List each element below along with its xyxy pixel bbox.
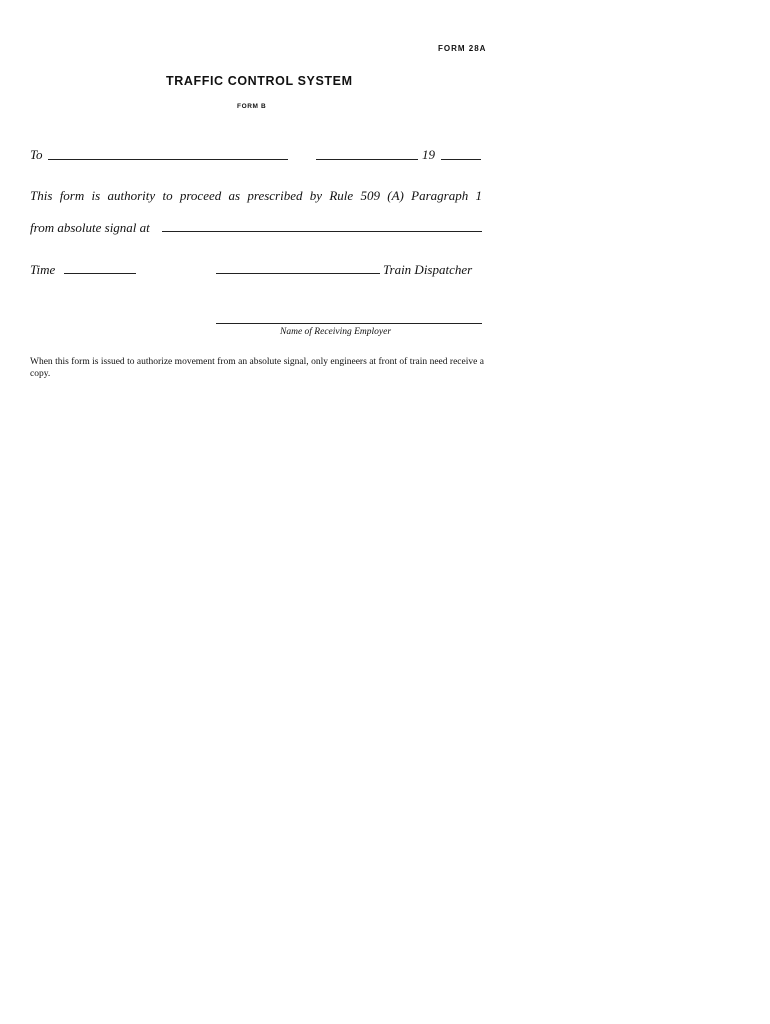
form-title: TRAFFIC CONTROL SYSTEM — [166, 74, 353, 88]
dispatcher-blank[interactable] — [216, 273, 380, 274]
authority-statement: This form is authority to proceed as prescribed by Rule 509 (A) Paragraph 1 — [30, 188, 482, 203]
form-subtitle: FORM B — [237, 103, 267, 110]
receiver-blank[interactable] — [216, 323, 482, 324]
date-blank[interactable] — [316, 159, 418, 160]
from-signal-label: from absolute signal at — [30, 220, 150, 235]
to-label: To — [30, 147, 43, 162]
time-label: Time — [30, 262, 56, 277]
signal-location-blank[interactable] — [162, 231, 482, 232]
footer-note: When this form is issued to authorize movement from an absolute signal, only engineers at front of train need receive a copy. — [30, 357, 484, 379]
year-prefix: 19 — [422, 147, 435, 162]
dispatcher-label: Train Dispatcher — [383, 262, 473, 277]
year-blank[interactable] — [441, 159, 481, 160]
form-number: FORM 28A — [438, 44, 487, 53]
receiver-label: Name of Receiving Employer — [280, 327, 392, 337]
to-blank[interactable] — [48, 159, 288, 160]
time-blank[interactable] — [64, 273, 136, 274]
